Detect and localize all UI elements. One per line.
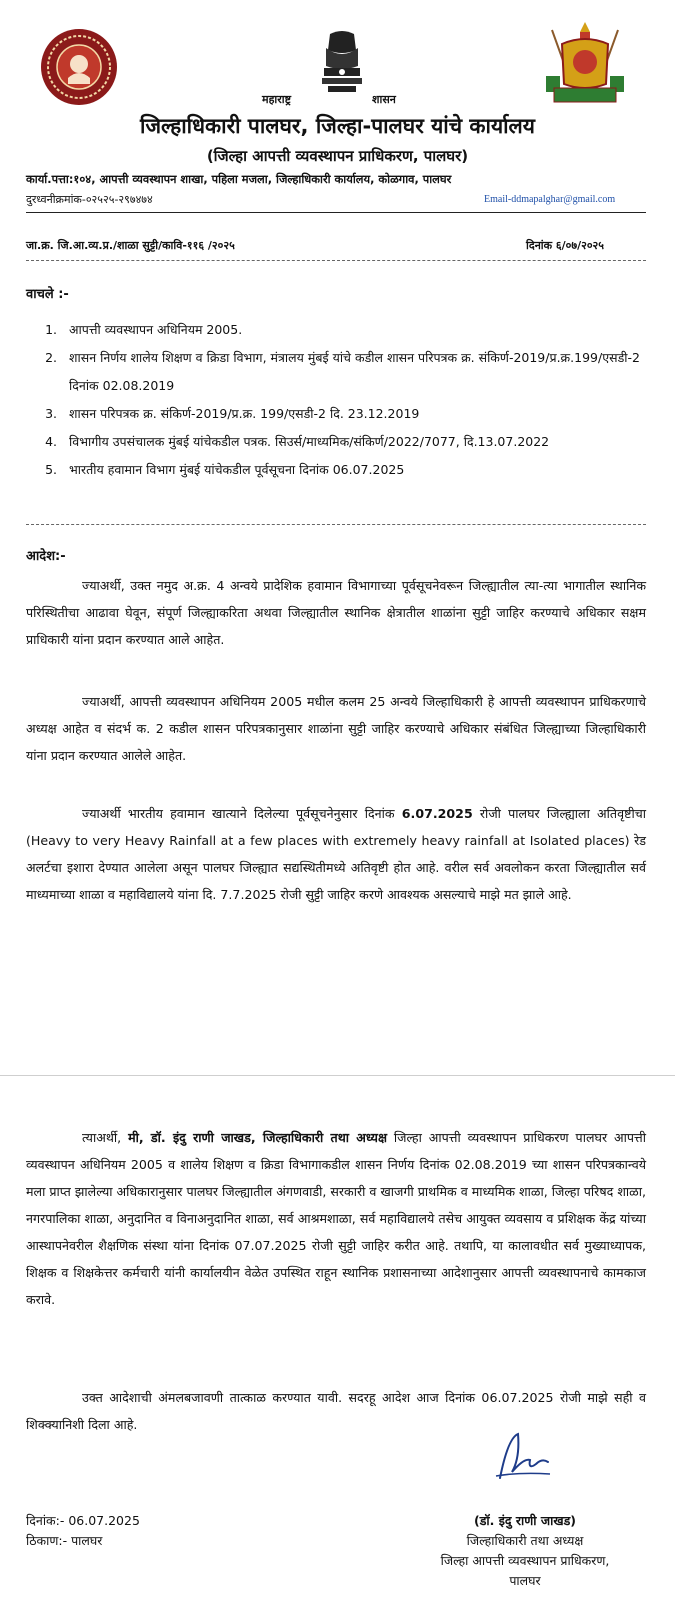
signatory-title: जिल्हाधिकारी तथा अध्यक्ष (466, 1533, 584, 1548)
read-divider (26, 524, 646, 525)
order-paragraph-4: त्याअर्थी, मी, डॉ. इंदु राणी जाखड, जिल्हाधिकारी तथा अध्यक्ष जिल्हा आपत्ती व्यवस्थापन प्राधिकरण पालघर आपत्ती व्यवस्थापन अधिनियम 2005 व शालेय शिक्षण व क्रिडा विभागाकडील शासन निर्णय दिनांक 02.08.2019 च्या शासन परिपत्रकान्वये मला प्राप्त झालेल्या अधिकारानुसार पालघर जिल्ह्यातील अंगणवाडी, सरकारी व खाजगी प्राथमिक व माध्यमिक शाळा, जिल्हा परिषद शाळा, नगरपालिका शाळा, अनुदानित व विनाअनुदानित शाळा, सर्व आश्रमशाळा, सर्व महाविद्यालये तसेच आयुक्त व्यवसाय व प्रशिक्षक केंद्र यांच्या आस्थापनेवरील शैक्षणिक संस्था यांना दिनांक 07.07.2025 रोजी सुट्टी जाहिर करीत आहे. तथापि, या कालावधीत सर्व मुख्याध्यापक, शिक्षक व शिक्षकेत्तर कर्मचारी यांनी कार्यालयीन वेळेत उपस्थित राहून स्थानिक प्रशासनाच्या आदेशानुसार आपत्ती व्यवस्थापनाचे कामकाज करावे. (26, 1130, 646, 1307)
signatory-org: जिल्हा आपत्ती व्यवस्थापन प्राधिकरण, (440, 1553, 610, 1568)
issue-place: ठिकाण:- पालघर (26, 1533, 103, 1548)
signature-image (490, 1428, 560, 1488)
office-title: जिल्हाधिकारी पालघर, जिल्हा-पालघर यांचे कार्यालय (140, 114, 535, 138)
header-divider (26, 212, 646, 213)
order-paragraph-5: उक्त आदेशाची अंमलबजावणी तात्काळ करण्यात यावी. सदरहू आदेश आज दिनांक 06.07.2025 रोजी माझे सही व शिक्क्यानिशी दिला आहे. (26, 1390, 646, 1432)
list-item: 2. शासन निर्णय शालेय शिक्षण व क्रिडा विभाग, मंत्रालय मुंबई यांचे कडील शासन परिपत्रक क्र. संकिर्ण-2019/प्र.क्र.199/एसडी-2 दिनांक 02.08.2019 (61, 344, 661, 400)
email-link[interactable]: Email-ddmapalghar@gmail.com (484, 194, 616, 205)
forecast-date: 6.07.2025 (401, 806, 473, 821)
ashoka-emblem-icon (318, 30, 366, 94)
issue-date: दिनांक:- 06.07.2025 (26, 1513, 140, 1528)
gov-label-right: शासन (372, 93, 396, 106)
reference-divider (26, 260, 646, 261)
signatory-place: पालघर (509, 1573, 541, 1588)
gov-label-left: महाराष्ट्र (262, 93, 292, 106)
order-paragraph-3: ज्याअर्थी भारतीय हवामान खात्याने दिलेल्या पूर्वसूचनेनुसार दिनांक 6.07.2025 रोजी पालघर जिल्ह्याला अतिवृष्टीचा (Heavy to very Heavy Rainfall at a few places with extremely heavy rainfall at Isolated places) रेड अलर्टचा इशारा देण्यात आलेला असून पालघर जिल्ह्यात सद्यस्थितीमध्ये अतिवृष्टी होत आहे. वरील सर्व अवलोकन करता जिल्ह्यातील सर्व माध्यमाच्या शाळा व महाविद्यालये यांना दि. 7.7.2025 रोजी सुट्टी जाहिर करणे आवश्यक असल्याचे माझे मत झाले आहे. (26, 806, 646, 902)
order-heading: आदेश:- (26, 549, 66, 564)
reference-list (26, 316, 661, 484)
signatory-name: (डॉ. इंदु राणी जाखड) (474, 1513, 576, 1528)
signatory-block (415, 1511, 635, 1591)
order-paragraph-1: ज्याअर्थी, उक्त नमुद अ.क्र. 4 अन्वये प्रादेशिक हवामान विभागाच्या पूर्वसूचनेवरून जिल्ह्यातील त्या-त्या भागातील स्थानिक परिस्थितीचा आढावा घेवून, संपूर्ण जिल्ह्याकरिता अथवा जिल्ह्यातील स्थानिक क्षेत्रातील शाळांना सुट्टी जाहिर करण्याचे अधिकार सक्षम प्राधिकारी यांना प्रदान करण्यात आले आहेत. (26, 578, 646, 647)
collector-name-bold: मी, डॉ. इंदु राणी जाखड, जिल्हाधिकारी तथा अध्यक्ष (128, 1130, 387, 1145)
office-address: कार्या.पत्ता:१०४, आपत्ती व्यवस्थापन शाखा, पहिला मजला, जिल्हाधिकारी कार्यालय, कोळगाव, पालघर (26, 172, 452, 186)
footer-date-place (26, 1511, 140, 1551)
list-item: 3. शासन परिपत्रक क्र. संकिर्ण-2019/प्र.क्र. 199/एसडी-2 दि. 23.12.2019 (61, 400, 661, 428)
list-item: 5. भारतीय हवामान विभाग मुंबई यांचेकडील पूर्वसूचना दिनांक 06.07.2025 (61, 456, 661, 484)
list-item: 4. विभागीय उपसंचालक मुंबई यांचेकडील पत्रक. सिउर्स/माध्यमिक/संकिर्ण/2022/7077, दि.13.07.2022 (61, 428, 661, 456)
phone-number: दुरध्वनीक्रमांक-०२५२५-२९७४७४ (26, 193, 153, 206)
page-break (0, 1075, 675, 1076)
palghar-crest-logo (540, 20, 630, 106)
list-item: 1. आपत्ती व्यवस्थापन अधिनियम 2005. (61, 316, 661, 344)
district-seal-logo (40, 28, 118, 106)
authority-subtitle: (जिल्हा आपत्ती व्यवस्थापन प्राधिकरण, पालघर) (206, 147, 469, 165)
reference-date: दिनांक ६/०७/२०२५ (526, 239, 604, 252)
read-heading: वाचले :- (26, 287, 69, 302)
reference-number: जा.क्र. जि.आ.व्य.प्र./शाळा सुट्टी/कावि-११६ /२०२५ (26, 239, 235, 252)
order-paragraph-2: ज्याअर्थी, आपत्ती व्यवस्थापन अधिनियम 2005 मधील कलम 25 अन्वये जिल्हाधिकारी हे आपत्ती व्यवस्थापन प्राधिकरणाचे अध्यक्ष आहेत व संदर्भ क. 2 कडील शासन परिपत्रकानुसार शाळांना सुट्टी जाहिर करण्याचे अधिकार संबंधित जिल्ह्याच्या जिल्हाधिकारी यांना प्रदान करण्यात आलेले आहेत. (26, 694, 646, 763)
